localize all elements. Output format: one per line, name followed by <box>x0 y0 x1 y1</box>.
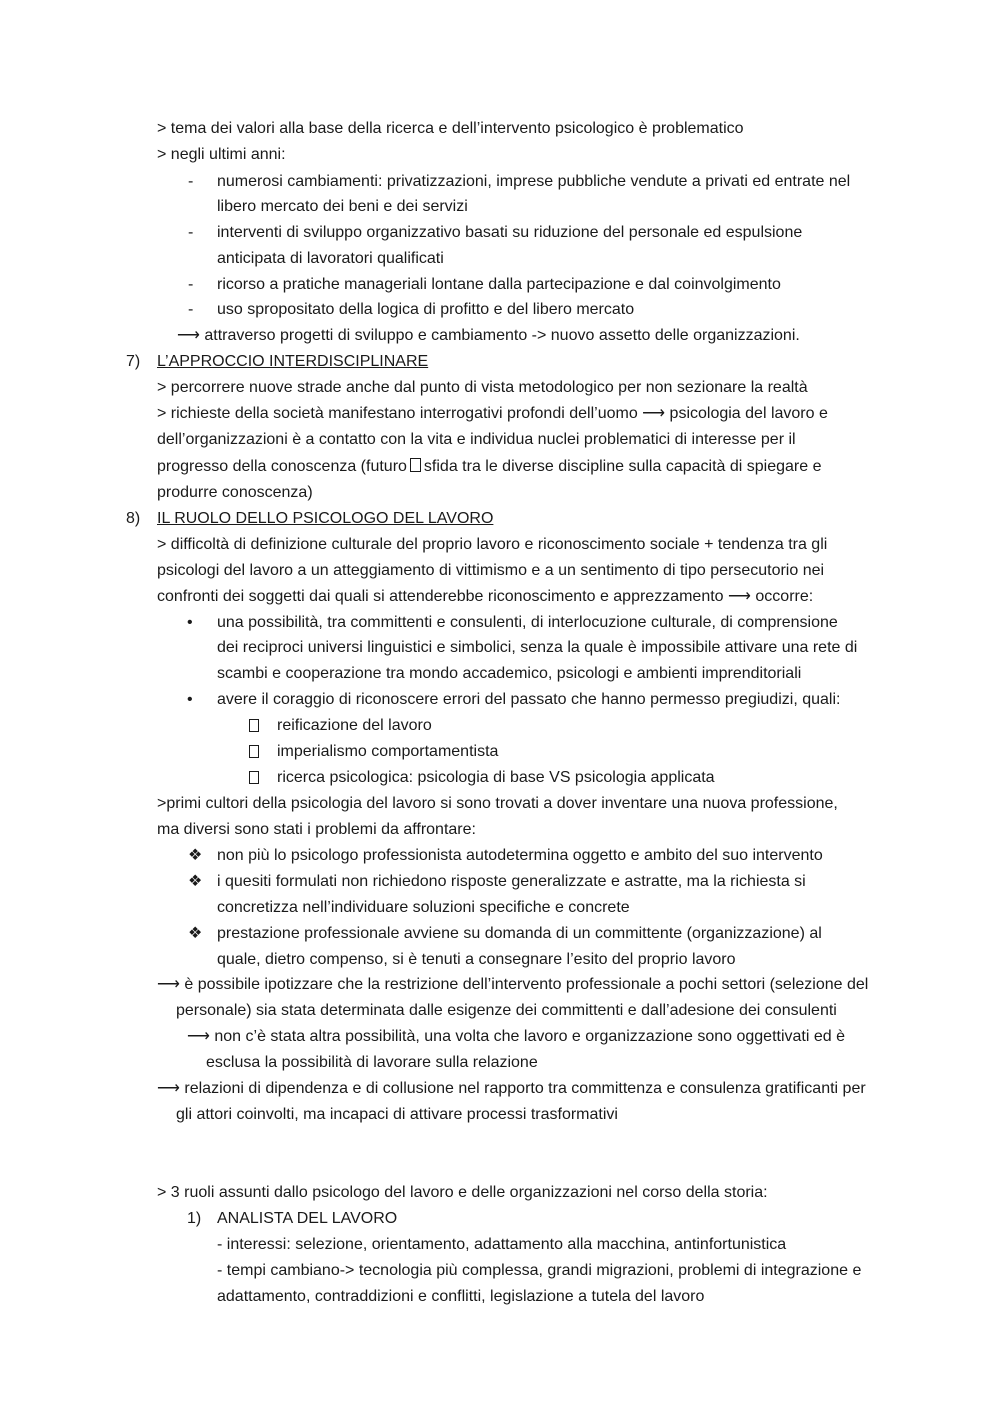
section-7-line-4a: progresso della conoscenza (futuro <box>157 458 407 475</box>
diamond-item-3: prestazione professionale avviene su domanda di un committente (organizzazione) al <box>217 925 822 942</box>
dash-item-interventions: interventi di sviluppo organizzativo basati su riduzione del personale ed espulsione <box>217 224 803 241</box>
section-8-title: IL RUOLO DELLO PSICOLOGO DEL LAVORO <box>157 510 494 527</box>
arrow-line-no-possibility: ⟶ non c’è stata altra possibilità, una volta che lavoro e organizzazione sono oggettivati ed è <box>187 1028 845 1045</box>
role-1-interests: - interessi: selezione, orientamento, adattamento alla macchina, antinfortunistica <box>217 1236 787 1253</box>
role-1-number: 1) <box>187 1210 202 1227</box>
missing-glyph-icon <box>249 745 259 758</box>
bullet-marker: • <box>187 614 193 631</box>
section-8-number: 8) <box>126 510 141 527</box>
section-7-line-3: dell’organizzazioni è a contatto con la vita e individua nuclei problematici di interesse per il <box>157 431 796 448</box>
dash-item-interventions-cont: anticipata di lavoratori qualificati <box>217 250 444 267</box>
bullet-item-1: una possibilità, tra committenti e consulenti, di interlocuzione culturale, di comprensione <box>217 614 838 631</box>
arrow-line-restriction-cont: personale) sia stata determinata dalle esigenze dei committenti e dall’adesione dei consulenti <box>176 1002 837 1019</box>
role-1-title: ANALISTA DEL LAVORO <box>217 1210 398 1227</box>
missing-glyph-icon <box>249 771 259 784</box>
bullet-item-1-cont-1: dei reciproci universi linguistici e simbolici, senza la quale è impossibile attivare una rete di <box>217 639 858 656</box>
section-7-line-5: produrre conoscenza) <box>157 484 313 501</box>
dash-item-management: ricorso a pratiche manageriali lontane dalla partecipazione e dal coinvolgimento <box>217 276 781 293</box>
diamond-bullet-icon: ❖ <box>188 847 203 864</box>
section-8-line-3: confronti dei soggetti dai quali si attenderebbe riconoscimento e apprezzamento ⟶ occorre: <box>157 588 814 605</box>
dash-marker: - <box>188 276 194 293</box>
section-7-number: 7) <box>126 353 141 370</box>
arrow-line-projects: ⟶ attraverso progetti di sviluppo e cambiamento -> nuovo assetto delle organizzazioni. <box>177 327 800 344</box>
role-1-times: - tempi cambiano-> tecnologia più complessa, grandi migrazioni, problemi di integrazione e <box>217 1262 862 1279</box>
paragraph-first-scholars-cont: ma diversi sono stati i problemi da affrontare: <box>157 821 476 838</box>
paragraph-first-scholars: >primi cultori della psicologia del lavoro si sono trovati a dover inventare una nuova professione, <box>157 795 838 812</box>
arrow-line-restriction: ⟶ è possibile ipotizzare che la restrizione dell’intervento professionale a pochi settori (selezione del <box>157 976 869 993</box>
sub-item-research: ricerca psicologica: psicologia di base VS psicologia applicata <box>277 769 715 786</box>
diamond-item-3-cont: quale, dietro compenso, si è tenuti a consegnare l’esito del proprio lavoro <box>217 951 736 968</box>
dash-item-changes-cont: libero mercato dei beni e dei servizi <box>217 198 468 215</box>
diamond-bullet-icon: ❖ <box>188 873 203 890</box>
section-7-line-2: > richieste della società manifestano interrogativi profondi dell’uomo ⟶ psicologia del lavoro e <box>157 405 828 422</box>
arrow-line-dependency-cont: gli attori coinvolti, ma incapaci di attivare processi trasformativi <box>176 1106 618 1123</box>
intro-line-recent-years: > negli ultimi anni: <box>157 146 286 163</box>
sub-item-reification: reificazione del lavoro <box>277 717 432 734</box>
diamond-item-2: i quesiti formulati non richiedono risposte generalizzate e astratte, ma la richiesta si <box>217 873 806 890</box>
diamond-item-2-cont: concretizza nell’individuare soluzioni specifiche e concrete <box>217 899 630 916</box>
section-7-line-4 <box>157 457 821 477</box>
dash-item-profit: uso spropositato della logica di profitto e del libero mercato <box>217 301 635 318</box>
dash-item-changes: numerosi cambiamenti: privatizzazioni, imprese pubbliche vendute a privati ed entrate nel <box>217 173 851 190</box>
intro-line-values: > tema dei valori alla base della ricerca e dell’intervento psicologico è problematico <box>157 120 744 137</box>
arrow-line-no-possibility-cont: esclusa la possibilità di lavorare sulla relazione <box>206 1054 538 1071</box>
diamond-bullet-icon: ❖ <box>188 925 203 942</box>
dash-marker: - <box>188 224 194 241</box>
bullet-item-1-cont-2: scambi e cooperazione tra mondo accademico, psicologi e ambienti imprenditoriali <box>217 665 802 682</box>
section-8-line-2: psicologi del lavoro a un atteggiamento di vittimismo e a un sentimento di tipo persecutorio nei <box>157 562 825 579</box>
missing-glyph-icon <box>410 458 421 472</box>
sub-item-imperialism: imperialismo comportamentista <box>277 743 499 760</box>
bullet-marker: • <box>187 691 193 708</box>
section-7-line-4b: sfida tra le diverse discipline sulla capacità di spiegare e <box>423 458 822 475</box>
section-7-title: L’APPROCCIO INTERDISCIPLINARE <box>157 353 429 370</box>
section-7-line-1: > percorrere nuove strade anche dal punto di vista metodologico per non sezionare la realtà <box>157 379 808 396</box>
roles-intro: > 3 ruoli assunti dallo psicologo del lavoro e delle organizzazioni nel corso della storia: <box>157 1184 768 1201</box>
diamond-item-1: non più lo psicologo professionista autodetermina oggetto e ambito del suo intervento <box>217 847 823 864</box>
section-8-line-1: > difficoltà di definizione culturale del proprio lavoro e riconoscimento sociale + tendenza tra gli <box>157 536 828 553</box>
arrow-line-dependency: ⟶ relazioni di dipendenza e di collusione nel rapporto tra committenza e consulenza gratificanti per <box>157 1080 866 1097</box>
dash-marker: - <box>188 173 194 190</box>
bullet-item-2: avere il coraggio di riconoscere errori del passato che hanno permesso pregiudizi, quali: <box>217 691 841 708</box>
missing-glyph-icon <box>249 719 259 732</box>
role-1-times-cont: adattamento, contraddizioni e conflitti, legislazione a tutela del lavoro <box>217 1288 705 1305</box>
dash-marker: - <box>188 301 194 318</box>
